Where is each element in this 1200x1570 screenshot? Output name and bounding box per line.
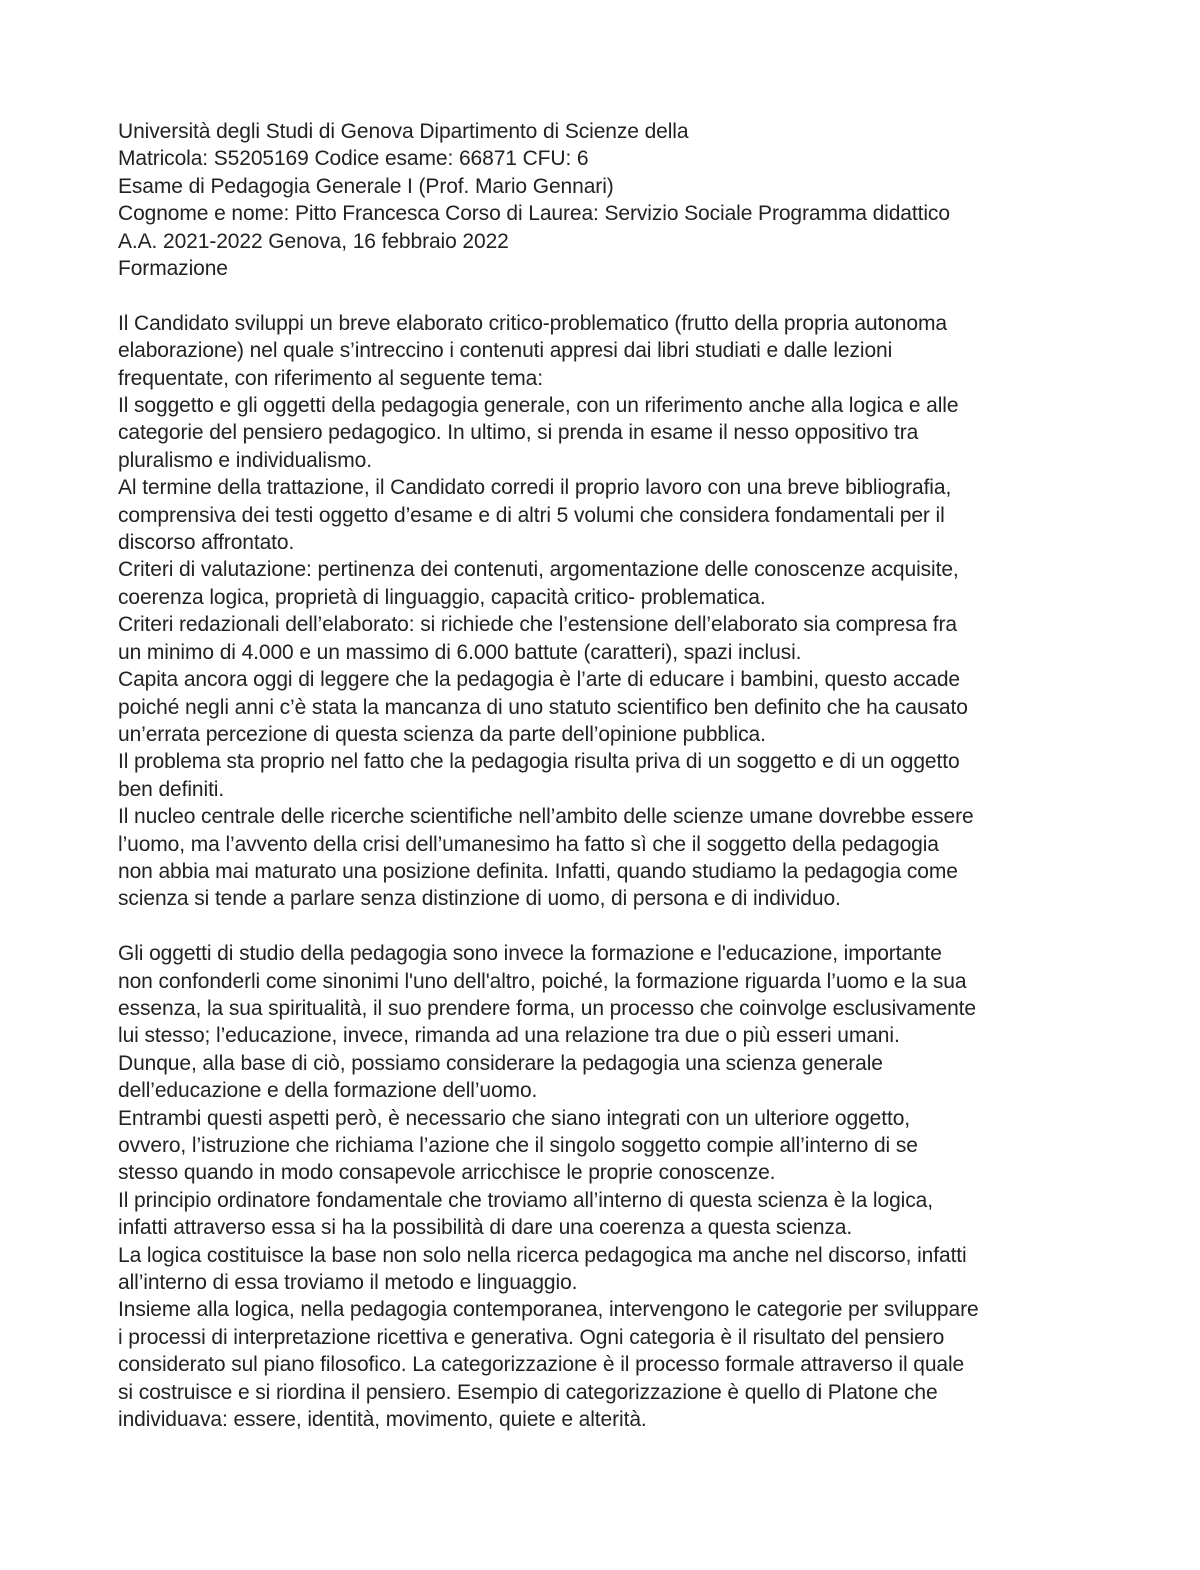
header-line: Matricola: S5205169 Codice esame: 66871 CFU: 6 bbox=[118, 147, 589, 171]
text-line: infatti attraverso essa si ha la possibilità di dare una coerenza a questa scienza. bbox=[118, 1216, 853, 1240]
text-line: pluralismo e individualismo. bbox=[118, 448, 372, 472]
text-line: essenza, la sua spiritualità, il suo prendere forma, un processo che coinvolge esclusivamente bbox=[118, 996, 976, 1020]
header-line: A.A. 2021-2022 Genova, 16 febbraio 2022 bbox=[118, 229, 509, 253]
header-line: Esame di Pedagogia Generale I (Prof. Mario Gennari) bbox=[118, 174, 614, 198]
assignment-and-body-text bbox=[118, 310, 1118, 913]
text-line: elaborazione) nel quale s’intreccino i contenuti appresi dai libri studiati e dalle lezioni bbox=[118, 339, 893, 363]
body-text-continued bbox=[118, 940, 1118, 1433]
text-line: Criteri redazionali dell’elaborato: si richiede che l’estensione dell’elaborato sia compresa fra bbox=[118, 613, 958, 637]
text-line: dell’educazione e della formazione dell’uomo. bbox=[118, 1079, 538, 1103]
text-line: ben definiti. bbox=[118, 777, 225, 801]
text-line: discorso affrontato. bbox=[118, 531, 295, 555]
text-line: Entrambi questi aspetti però, è necessario che siano integrati con un ulteriore oggetto, bbox=[118, 1106, 911, 1130]
text-line: Il principio ordinatore fondamentale che troviamo all’interno di questa scienza è la logica, bbox=[118, 1188, 933, 1212]
document-header bbox=[118, 118, 1118, 282]
text-line: Il nucleo centrale delle ricerche scientifiche nell’ambito delle scienze umane dovrebbe essere bbox=[118, 805, 974, 829]
text-line: Il problema sta proprio nel fatto che la pedagogia risulta priva di un soggetto e di un oggetto bbox=[118, 750, 960, 774]
paragraph-gap bbox=[118, 282, 1118, 309]
text-line: coerenza logica, proprietà di linguaggio, capacità critico- problematica. bbox=[118, 585, 766, 609]
text-line: l’uomo, ma l’avvento della crisi dell’umanesimo ha fatto sì che il soggetto della pedagogia bbox=[118, 832, 939, 856]
text-line: si costruisce e si riordina il pensiero. Esempio di categorizzazione è quello di Platone che bbox=[118, 1380, 938, 1404]
text-line: Gli oggetti di studio della pedagogia sono invece la formazione e l'educazione, importante bbox=[118, 942, 942, 966]
text-line: frequentate, con riferimento al seguente tema: bbox=[118, 366, 543, 390]
text-line: Il Candidato sviluppi un breve elaborato critico-problematico (frutto della propria autonoma bbox=[118, 311, 947, 335]
text-line: Il soggetto e gli oggetti della pedagogia generale, con un riferimento anche alla logica e alle bbox=[118, 394, 959, 418]
text-line: ovvero, l’istruzione che richiama l’azione che il singolo soggetto compie all’interno di se bbox=[118, 1134, 918, 1157]
text-line: scienza si tende a parlare senza distinzione di uomo, di persona e di individuo. bbox=[118, 887, 841, 911]
text-line: comprensiva dei testi oggetto d’esame e di altri 5 volumi che considera fondamentali per il bbox=[118, 503, 945, 527]
text-line: La logica costituisce la base non solo nella ricerca pedagogica ma anche nel discorso, infatti bbox=[118, 1243, 967, 1267]
header-line: Formazione bbox=[118, 257, 228, 281]
text-line: i processi di interpretazione ricettiva e generativa. Ogni categoria è il risultato del pensiero bbox=[118, 1325, 945, 1349]
text-line: Capita ancora oggi di leggere che la pedagogia è l’arte di educare i bambini, questo accade bbox=[118, 668, 960, 692]
header-line: Cognome e nome: Pitto Francesca Corso di Laurea: Servizio Sociale Programma didattico bbox=[118, 202, 950, 226]
text-line: all’interno di essa troviamo il metodo e linguaggio. bbox=[118, 1271, 578, 1295]
text-line: Insieme alla logica, nella pedagogia contemporanea, intervengono le categorie per sviluppare bbox=[118, 1298, 979, 1322]
paragraph-gap bbox=[118, 913, 1118, 940]
text-line: un’errata percezione di questa scienza da parte dell’opinione pubblica. bbox=[118, 722, 766, 746]
text-line: un minimo di 4.000 e un massimo di 6.000 battute (caratteri), spazi inclusi. bbox=[118, 640, 802, 664]
text-line: stesso quando in modo consapevole arricchisce le proprie conoscenze. bbox=[118, 1161, 776, 1185]
document-page bbox=[118, 118, 1118, 1433]
header-line: Università degli Studi di Genova Dipartimento di Scienze della bbox=[118, 120, 689, 143]
text-line: poiché negli anni c’è stata la mancanza di uno statuto scientifico ben definito che ha causato bbox=[118, 695, 968, 719]
text-line: individuava: essere, identità, movimento, quiete e alterità. bbox=[118, 1408, 647, 1432]
text-line: Dunque, alla base di ciò, possiamo considerare la pedagogia una scienza generale bbox=[118, 1051, 883, 1075]
text-line: Criteri di valutazione: pertinenza dei contenuti, argomentazione delle conoscenze acquisite, bbox=[118, 558, 959, 582]
text-line: considerato sul piano filosofico. La categorizzazione è il processo formale attraverso il quale bbox=[118, 1353, 965, 1377]
text-line: categorie del pensiero pedagogico. In ultimo, si prenda in esame il nesso oppositivo tra bbox=[118, 421, 919, 445]
text-line: non confonderli come sinonimi l'uno dell'altro, poiché, la formazione riguarda l’uomo e la sua bbox=[118, 969, 967, 993]
text-line: non abbia mai maturato una posizione definita. Infatti, quando studiamo la pedagogia come bbox=[118, 859, 958, 883]
text-line: Al termine della trattazione, il Candidato corredi il proprio lavoro con una breve bibliografia, bbox=[118, 476, 952, 500]
text-line: lui stesso; l’educazione, invece, rimanda ad una relazione tra due o più esseri umani. bbox=[118, 1024, 900, 1048]
